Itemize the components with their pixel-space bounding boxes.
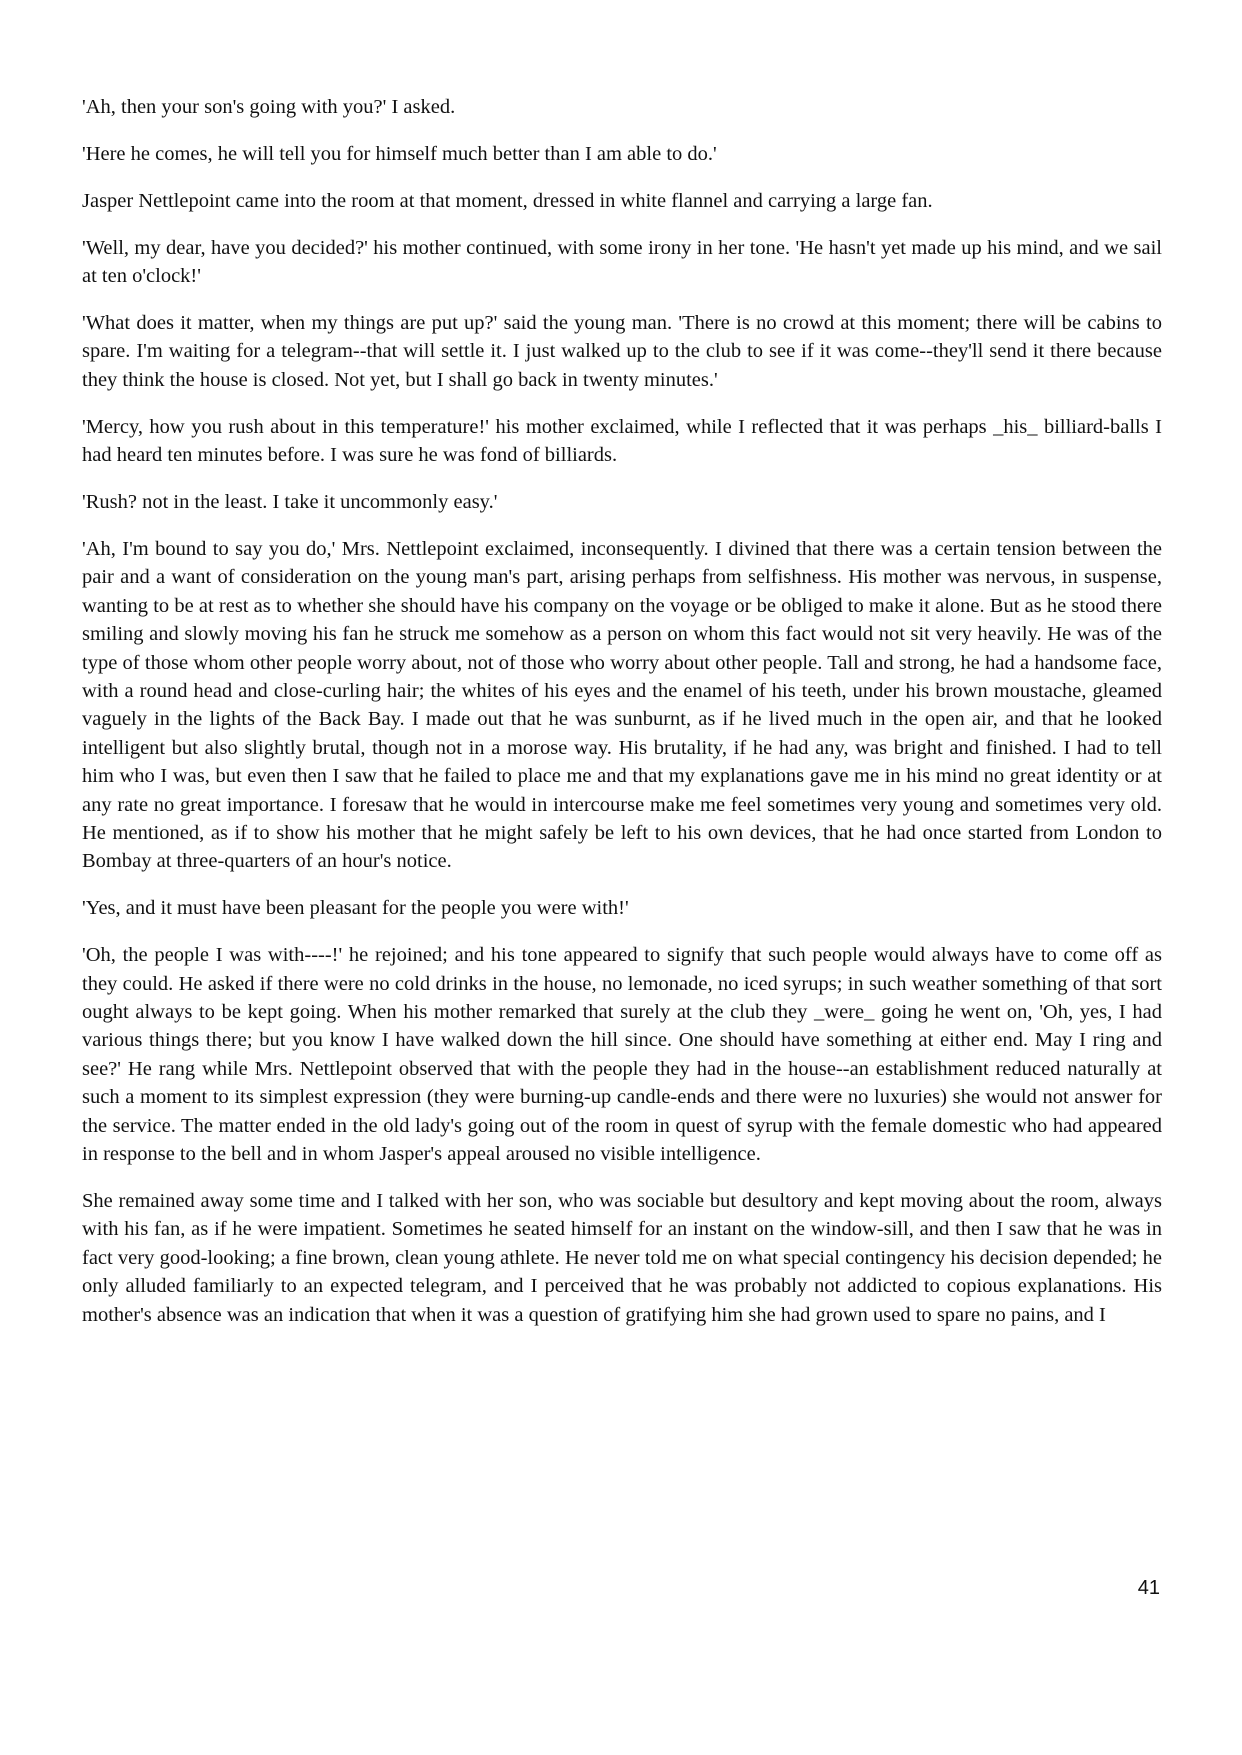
paragraph: 'Oh, the people I was with----!' he rejoined; and his tone appeared to signify that such people would always have to come off as they could. He asked if there were no cold drinks in the house, no lemonade, no iced syrups; in such weather something of that sort ought always to be kept going. When his mother remarked that surely at the club they _were_ going he went on, 'Oh, yes, I had various things there; but you know I have walked down the hill since. One should have something at either end. May I ring and see?' He rang while Mrs. Nettlepoint observed that with the people they had in the house--an establishment reduced naturally at such a moment to its simplest expression (they were burning-up candle-ends and there were no luxuries) she would not answer for the service. The matter ended in the old lady's going out of the room in quest of syrup with the female domestic who had appeared in response to the bell and in whom Jasper's appeal aroused no visible intelligence. xyxy=(82,944,1162,1166)
paragraph: 'Mercy, how you rush about in this temperature!' his mother exclaimed, while I reflected that it was perhaps _his_ billiard-balls I had heard ten minutes before. I was sure he was fond of billiards. xyxy=(82,415,1162,467)
body-text xyxy=(82,93,1162,1348)
paragraph: She remained away some time and I talked with her son, who was sociable but desultory and kept moving about the room, always with his fan, as if he were impatient. Sometimes he seated himself for an instant on the window-sill, and then I saw that he was in fact very good-looking; a fine brown, clean young athlete. He never told me on what special contingency his decision depended; he only alluded familiarly to an expected telegram, and I perceived that he was probably not addicted to copious explanations. His mother's absence was an indication that when it was a question of gratifying him she had grown used to spare no pains, and I xyxy=(82,1190,1162,1326)
paragraph: 'What does it matter, when my things are put up?' said the young man. 'There is no crowd at this moment; there will be cabins to spare. I'm waiting for a telegram--that will settle it. I just walked up to the club to see if it was come--they'll send it there because they think the house is closed. Not yet, but I shall go back in twenty minutes.' xyxy=(82,312,1162,391)
paragraph: 'Here he comes, he will tell you for himself much better than I am able to do.' xyxy=(82,142,717,165)
paragraph: 'Yes, and it must have been pleasant for the people you were with!' xyxy=(82,897,629,920)
paragraph: 'Well, my dear, have you decided?' his mother continued, with some irony in her tone. 'He hasn't yet made up his mind, and we sail at ten o'clock!' xyxy=(82,236,1162,288)
paragraph: 'Rush? not in the least. I take it uncommonly easy.' xyxy=(82,491,498,514)
paragraph: Jasper Nettlepoint came into the room at that moment, dressed in white flannel and carrying a large fan. xyxy=(82,189,933,212)
page-number: 41 xyxy=(1137,1577,1160,1599)
paragraph: 'Ah, I'm bound to say you do,' Mrs. Nettlepoint exclaimed, inconsequently. I divined that there was a certain tension between the pair and a want of consideration on the young man's part, arising perhaps from selfishness. His mother was nervous, in suspense, wanting to be at rest as to whether she should have his company on the voyage or be obliged to make it alone. But as he stood there smiling and slowly moving his fan he struck me somehow as a person on whom this fact would not sit very heavily. He was of the type of those whom other people worry about, not of those who worry about other people. Tall and strong, he had a handsome face, with a round head and close-curling hair; the whites of his eyes and the enamel of his teeth, under his brown moustache, gleamed vaguely in the lights of the Back Bay. I made out that he was sunburnt, as if he lived much in the open air, and that he looked intelligent but also slightly brutal, though not in a morose way. His brutality, if he had any, was bright and finished. I had to tell him who I was, but even then I saw that he failed to place me and that my explanations gave me in his mind no great identity or at any rate no great importance. I foresaw that he would in intercourse make me feel sometimes very young and sometimes very old. He mentioned, as if to show his mother that he might safely be left to his own devices, that he had once started from London to Bombay at three-quarters of an hour's notice. xyxy=(82,537,1162,873)
paragraph: 'Ah, then your son's going with you?' I asked. xyxy=(82,96,456,118)
